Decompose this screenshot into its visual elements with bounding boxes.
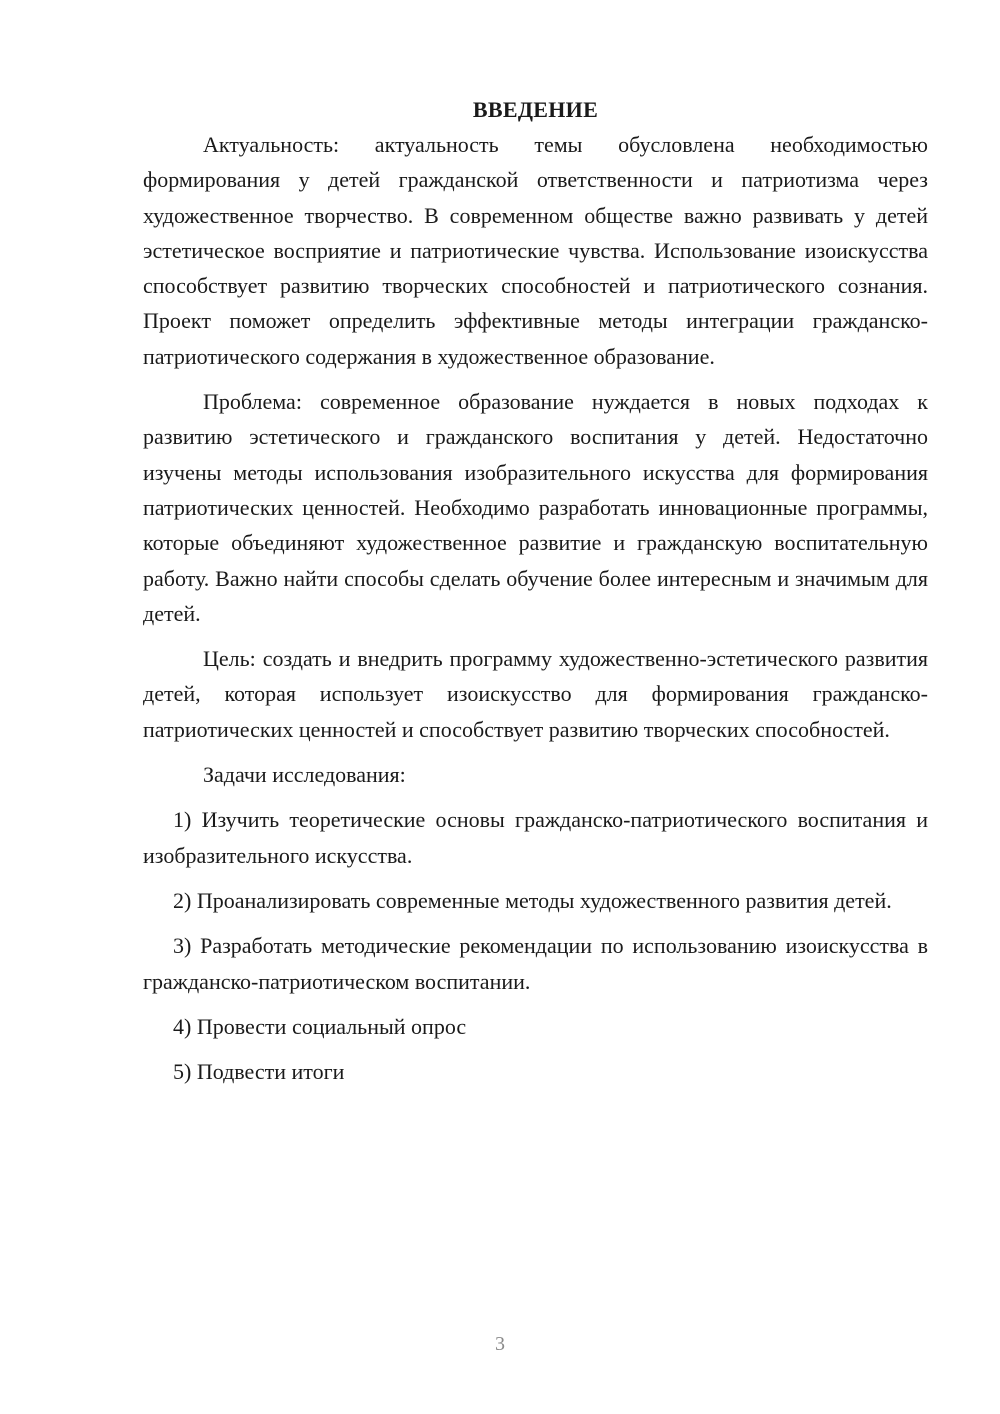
paragraph-relevance: Актуальность: актуальность темы обусловлена необходимостью формирования у детей гражданской ответственности и патриотизма через художественное творчество. В современном обществе важно развивать у детей эстетическое восприятие и патриотические чувства. Использование изоискусства способствует развитию творческих способностей и патриотического сознания. Проект поможет определить эффективные методы интеграции гражданско-патриотического содержания в художественное образование. <box>143 132 928 369</box>
paragraph-goal: Цель: создать и внедрить программу художественно-эстетического развития детей, которая использует изоискусство для формирования гражданско-патриотических ценностей и способствует развитию творческих способностей. <box>143 646 928 742</box>
task-item-5: 5) Подвести итоги <box>173 1059 345 1085</box>
paragraph-problem: Проблема: современное образование нуждается в новых подходах к развитию эстетического и гражданского воспитания у детей. Недостаточно изучены методы использования изобразительного искусства для формирования патриотических ценностей. Необходимо разработать инновационные программы, которые объединяют художественное развитие и гражданскую воспитательную работу. Важно найти способы сделать обучение более интересным и значимым для детей. <box>143 389 928 626</box>
task-item-2: 2) Проанализировать современные методы художественного развития детей. <box>173 887 892 913</box>
page-title: ВВЕДЕНИЕ <box>472 97 599 122</box>
task-item-4: 4) Провести социальный опрос <box>173 1013 467 1039</box>
document-page <box>143 92 928 1099</box>
task-item-3: 3) Разработать методические рекомендации по использованию изоискусства в гражданско-патриотическом воспитании. <box>143 933 928 994</box>
tasks-heading: Задачи исследования: <box>203 762 406 788</box>
page-number: 3 <box>495 1333 505 1355</box>
task-item-1: 1) Изучить теоретические основы гражданско-патриотического воспитания и изобразительного искусства. <box>143 807 928 868</box>
